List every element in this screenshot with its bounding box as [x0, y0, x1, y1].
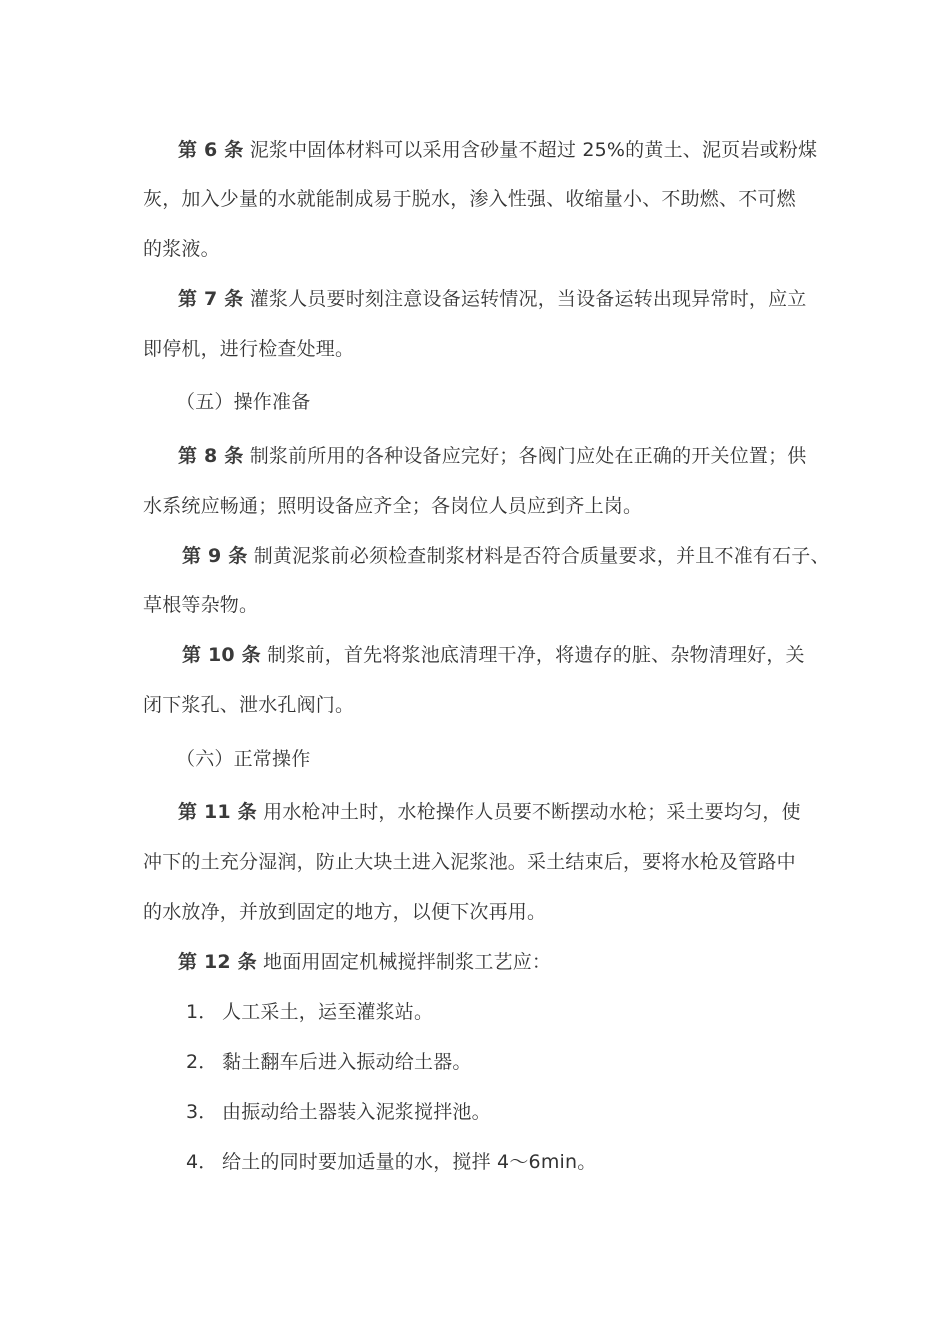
list-item-number: 1． [186, 1001, 218, 1023]
list-item-number: 2． [186, 1051, 218, 1073]
article-12-text-1: 地面用固定机械搅拌制浆工艺应： [263, 951, 552, 973]
list-item [186, 1149, 596, 1175]
list-item [186, 1099, 491, 1125]
article-6-label: 第 6 条 [178, 139, 244, 161]
article-6-text-1: 泥浆中固体材料可以采用含砂量不超过 25%的黄土、泥页岩或粉煤 [249, 139, 818, 161]
article-9-line-1 [182, 543, 830, 569]
list-item-text: 黏土翻车后进入振动给土器。 [222, 1051, 472, 1073]
list-item [186, 1049, 472, 1075]
article-7-line-2: 即停机，进行检查处理。 [143, 338, 355, 360]
list-item-number: 4． [186, 1151, 218, 1173]
article-6-line-3: 的浆液。 [143, 238, 220, 260]
article-8-label: 第 8 条 [178, 445, 244, 467]
article-8-line-2: 水系统应畅通；照明设备应齐全；各岗位人员应到齐上岗。 [143, 495, 643, 517]
article-6-line-2: 灰，加入少量的水就能制成易于脱水，渗入性强、收缩量小、不助燃、不可燃 [143, 188, 796, 210]
article-7-label: 第 7 条 [178, 288, 244, 310]
section-heading-5: （五）操作准备 [176, 391, 311, 413]
list-item [186, 999, 433, 1025]
article-7-text-1: 灌浆人员要时刻注意设备运转情况，当设备运转出现异常时，应立 [249, 288, 807, 310]
article-10-line-1 [182, 642, 805, 668]
article-10-label: 第 10 条 [182, 644, 261, 666]
article-11-line-1 [178, 799, 801, 825]
list-item-text: 由振动给土器装入泥浆搅拌池。 [222, 1101, 491, 1123]
article-10-text-1: 制浆前，首先将浆池底清理干净，将遗存的脏、杂物清理好，关 [267, 644, 805, 666]
article-9-line-2: 草根等杂物。 [143, 594, 259, 616]
article-9-label: 第 9 条 [182, 545, 248, 567]
list-item-number: 3． [186, 1101, 218, 1123]
article-11-line-3: 的水放净，并放到固定的地方，以便下次再用。 [143, 901, 547, 923]
article-10-line-2: 闭下浆孔、泄水孔阀门。 [143, 694, 355, 716]
article-11-label: 第 11 条 [178, 801, 257, 823]
list-item-text: 人工采土，运至灌浆站。 [222, 1001, 434, 1023]
article-8-text-1: 制浆前所用的各种设备应完好；各阀门应处在正确的开关位置；供 [249, 445, 807, 467]
article-11-line-2: 冲下的土充分湿润，防止大块土进入泥浆池。采土结束后，要将水枪及管路中 [143, 851, 796, 873]
article-12-label: 第 12 条 [178, 951, 257, 973]
list-item-text: 给土的同时要加适量的水，搅拌 4～6min。 [222, 1151, 597, 1173]
section-heading-6: （六）正常操作 [176, 748, 311, 770]
article-12-line-1 [178, 949, 551, 975]
article-9-text-1: 制黄泥浆前必须检查制浆材料是否符合质量要求，并且不准有石子、 [253, 545, 830, 567]
article-6-line-1 [178, 137, 817, 163]
article-11-text-1: 用水枪冲土时，水枪操作人员要不断摆动水枪；采土要均匀，使 [263, 801, 801, 823]
article-7-line-1 [178, 286, 807, 312]
article-8-line-1 [178, 443, 807, 469]
